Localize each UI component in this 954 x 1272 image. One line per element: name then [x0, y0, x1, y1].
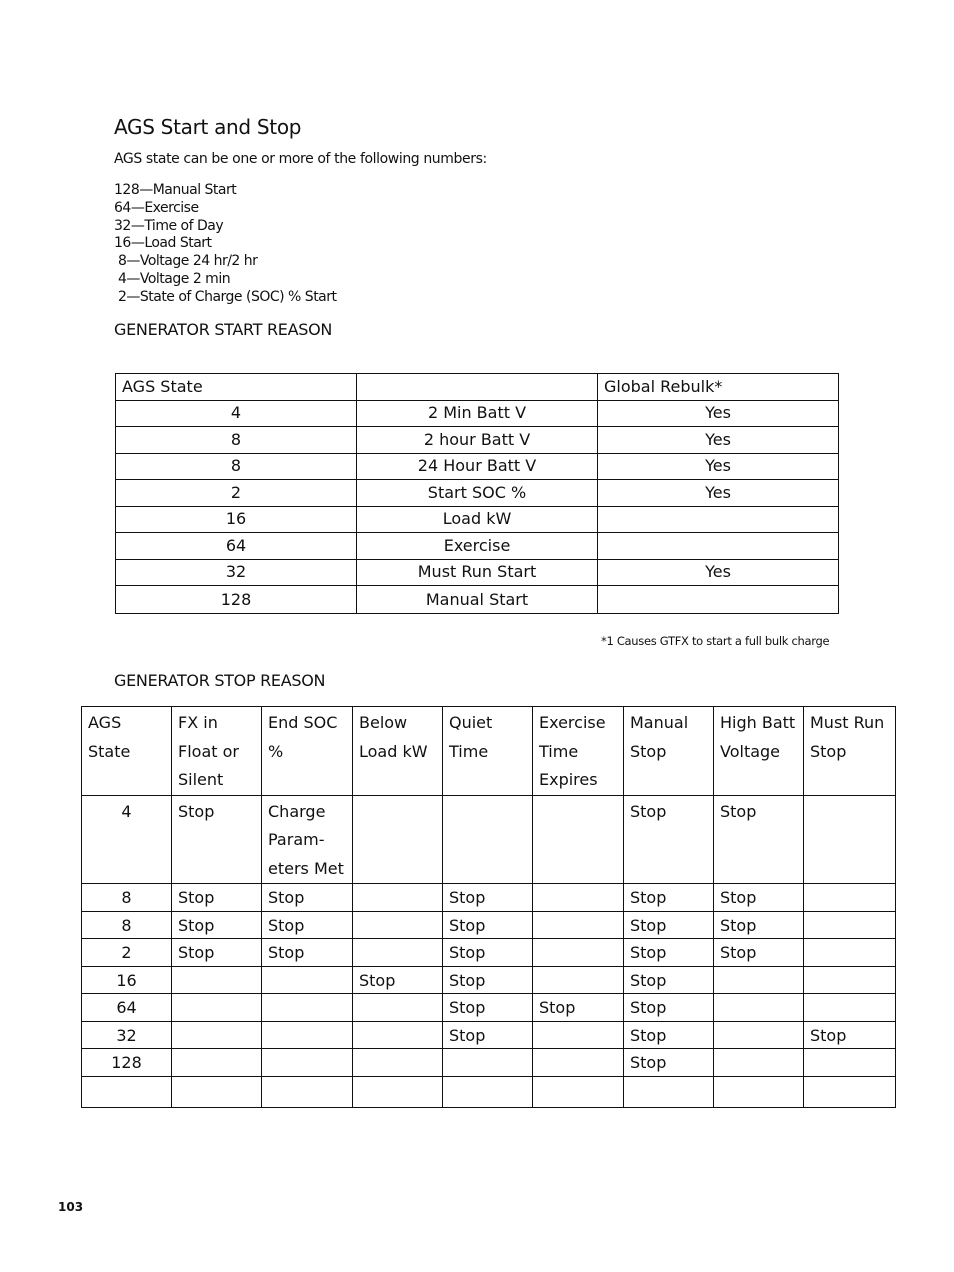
- table-cell: 2: [116, 480, 357, 507]
- table-cell: 32: [116, 559, 357, 586]
- table-cell: [804, 911, 896, 939]
- table-cell: Stop: [262, 911, 353, 939]
- table-cell: 128: [82, 1049, 172, 1077]
- header-cell-manual-stop: [624, 707, 714, 796]
- table-cell: 2 hour Batt V: [357, 427, 598, 454]
- table-cell: Stop: [443, 939, 533, 967]
- table-cell: Stop: [714, 795, 804, 884]
- table-cell: [804, 1049, 896, 1077]
- table-row: [82, 994, 896, 1022]
- table-cell: [598, 533, 839, 560]
- table-cell: Stop: [624, 1049, 714, 1077]
- table-cell: Yes: [598, 559, 839, 586]
- table-cell: 64: [116, 533, 357, 560]
- header-line: Silent: [178, 770, 224, 789]
- table-row: [82, 1076, 896, 1107]
- table-cell: 64: [82, 994, 172, 1022]
- header-line: Expires: [539, 770, 598, 789]
- table-cell: [353, 1049, 443, 1077]
- header-line: Below: [359, 713, 408, 732]
- table-cell: [443, 1076, 533, 1107]
- table-cell: [353, 884, 443, 912]
- header-line: %: [268, 741, 284, 761]
- table-cell: 16: [82, 966, 172, 994]
- table-cell: [533, 884, 624, 912]
- table-cell: 8: [116, 453, 357, 480]
- table-cell: Yes: [598, 453, 839, 480]
- start-reason-heading: GENERATOR START REASON: [114, 320, 333, 339]
- table-cell: [353, 1076, 443, 1107]
- table-cell: [172, 1049, 262, 1077]
- list-item: 4—Voltage 2 min: [114, 270, 231, 287]
- start-reason-table: [115, 373, 839, 614]
- table-cell: [804, 884, 896, 912]
- table-cell: [533, 1076, 624, 1107]
- table-cell: [804, 1076, 896, 1107]
- table-cell: [262, 1049, 353, 1077]
- table-row: [116, 480, 839, 507]
- table-cell: Stop: [624, 795, 714, 884]
- cell-line: Charge: [268, 801, 326, 821]
- header-line: Exercise: [539, 713, 606, 732]
- table-cell: [262, 1021, 353, 1049]
- list-item: 8—Voltage 24 hr/2 hr: [114, 253, 258, 270]
- table-cell: Stop: [624, 911, 714, 939]
- table-cell: Stop: [353, 966, 443, 994]
- table-cell: [172, 966, 262, 994]
- table-cell: Stop: [624, 966, 714, 994]
- header-line: Manual: [630, 713, 689, 732]
- table-cell: Exercise: [357, 533, 598, 560]
- header-line: End SOC: [268, 713, 338, 732]
- header-line: Stop: [630, 741, 667, 761]
- header-line: Float or: [178, 741, 239, 761]
- table-row: [116, 506, 839, 533]
- table-cell: Load kW: [357, 506, 598, 533]
- header-cell-end-soc: [262, 707, 353, 796]
- header-line: Time: [449, 741, 489, 761]
- table-cell: [353, 1021, 443, 1049]
- table-cell: Stop: [443, 994, 533, 1022]
- table-cell: [714, 1076, 804, 1107]
- table-cell: Manual Start: [357, 586, 598, 614]
- table-cell: Stop: [714, 939, 804, 967]
- table-row: [82, 966, 896, 994]
- header-cell-ags-state: [82, 707, 172, 796]
- table-cell: 8: [82, 911, 172, 939]
- table-cell: [714, 1049, 804, 1077]
- header-cell-reason: [357, 374, 598, 401]
- table-cell: [262, 1076, 353, 1107]
- table-cell: Stop: [714, 911, 804, 939]
- table-cell: [353, 994, 443, 1022]
- table-cell: [533, 795, 624, 884]
- header-line: Must Run: [810, 713, 885, 732]
- list-item: 64—Exercise: [114, 199, 199, 216]
- table-cell: Stop: [443, 884, 533, 912]
- table-cell: Yes: [598, 480, 839, 507]
- table-cell: Stop: [624, 884, 714, 912]
- table-cell: Stop: [533, 994, 624, 1022]
- header-line: Voltage: [720, 741, 781, 761]
- table-row: [116, 400, 839, 427]
- table-cell: Yes: [598, 427, 839, 454]
- table-cell: [443, 795, 533, 884]
- table-cell: 2 Min Batt V: [357, 400, 598, 427]
- table-cell: Stop: [804, 1021, 896, 1049]
- table-cell: [598, 586, 839, 614]
- intro-text: AGS state can be one or more of the following numbers:: [114, 151, 487, 167]
- table-cell: [533, 1049, 624, 1077]
- table-cell: 24 Hour Batt V: [357, 453, 598, 480]
- header-line: State: [88, 741, 131, 761]
- table-cell: Stop: [443, 1021, 533, 1049]
- table-cell: [804, 966, 896, 994]
- table-cell: Stop: [172, 795, 262, 884]
- header-line: Stop: [810, 741, 847, 761]
- table-cell: 2: [82, 939, 172, 967]
- table-cell: [533, 966, 624, 994]
- header-line: Load kW: [359, 741, 428, 761]
- table-cell: [804, 795, 896, 884]
- table-cell: [262, 966, 353, 994]
- table-cell: [598, 506, 839, 533]
- list-item: 32—Time of Day: [114, 217, 224, 234]
- ags-state-list: [114, 182, 337, 307]
- table-cell: [714, 966, 804, 994]
- table-cell: Stop: [172, 911, 262, 939]
- table-cell: 4: [116, 400, 357, 427]
- header-line: FX in: [178, 713, 218, 732]
- table-cell: Start SOC %: [357, 480, 598, 507]
- header-cell-quiet-time: [443, 707, 533, 796]
- page-number: 103: [58, 1200, 84, 1214]
- table-cell: [443, 1049, 533, 1077]
- cell-line: Param-: [268, 830, 325, 849]
- table-cell: [714, 1021, 804, 1049]
- table-cell: [714, 994, 804, 1022]
- table-cell: 32: [82, 1021, 172, 1049]
- table-cell: [804, 939, 896, 967]
- table-cell: Stop: [624, 939, 714, 967]
- table-cell: 16: [116, 506, 357, 533]
- stop-reason-table: [81, 706, 896, 1108]
- table-cell: 8: [82, 884, 172, 912]
- table-cell: [353, 939, 443, 967]
- table-cell: [172, 1021, 262, 1049]
- table-cell: Stop: [714, 884, 804, 912]
- table-cell: [353, 795, 443, 884]
- table-header-row: [116, 374, 839, 401]
- table-row: [82, 884, 896, 912]
- cell-line: eters Met: [268, 858, 344, 878]
- rebulk-footnote: *1 Causes GTFX to start a full bulk charge: [601, 634, 830, 648]
- table-row: [116, 559, 839, 586]
- table-cell: Stop: [172, 939, 262, 967]
- header-cell-global-rebulk: Global Rebulk*: [598, 374, 839, 401]
- table-row: [82, 911, 896, 939]
- table-row: [82, 939, 896, 967]
- header-cell-below-load: [353, 707, 443, 796]
- table-cell: 4: [82, 795, 172, 884]
- stop-reason-heading: GENERATOR STOP REASON: [114, 671, 326, 690]
- table-cell: Yes: [598, 400, 839, 427]
- header-line: Quiet: [449, 713, 493, 732]
- table-cell: [172, 1076, 262, 1107]
- table-row: [116, 586, 839, 614]
- header-cell-fx-float-silent: [172, 707, 262, 796]
- header-cell-high-batt: [714, 707, 804, 796]
- table-row: [116, 453, 839, 480]
- table-row: [116, 533, 839, 560]
- table-cell: [624, 1076, 714, 1107]
- table-cell: [262, 795, 353, 884]
- table-cell: Must Run Start: [357, 559, 598, 586]
- table-cell: Stop: [172, 884, 262, 912]
- table-row: [116, 427, 839, 454]
- header-line: Time: [539, 741, 579, 761]
- list-item: 128—Manual Start: [114, 182, 237, 198]
- table-cell: 8: [116, 427, 357, 454]
- table-cell: [82, 1076, 172, 1107]
- table-cell: Stop: [624, 1021, 714, 1049]
- table-cell: [353, 911, 443, 939]
- list-item: 16—Load Start: [114, 235, 212, 252]
- header-line: High Batt: [720, 713, 796, 732]
- header-cell-exercise-expires: [533, 707, 624, 796]
- table-cell: [804, 994, 896, 1022]
- table-cell: Stop: [443, 911, 533, 939]
- table-cell: 128: [116, 586, 357, 614]
- table-cell: [262, 994, 353, 1022]
- page-title: AGS Start and Stop: [114, 115, 302, 139]
- table-cell: [533, 911, 624, 939]
- table-cell: Stop: [443, 966, 533, 994]
- header-cell-ags-state: AGS State: [116, 374, 357, 401]
- table-row: [82, 795, 896, 884]
- table-cell: [533, 939, 624, 967]
- table-cell: [533, 1021, 624, 1049]
- table-row: [82, 1021, 896, 1049]
- table-cell: Stop: [262, 939, 353, 967]
- table-row: [82, 1049, 896, 1077]
- header-line: AGS: [88, 713, 122, 732]
- table-header-row: [82, 707, 896, 796]
- list-item: 2—State of Charge (SOC) % Start: [114, 288, 337, 305]
- table-cell: [172, 994, 262, 1022]
- header-cell-must-run-stop: [804, 707, 896, 796]
- table-cell: Stop: [262, 884, 353, 912]
- table-cell: Stop: [624, 994, 714, 1022]
